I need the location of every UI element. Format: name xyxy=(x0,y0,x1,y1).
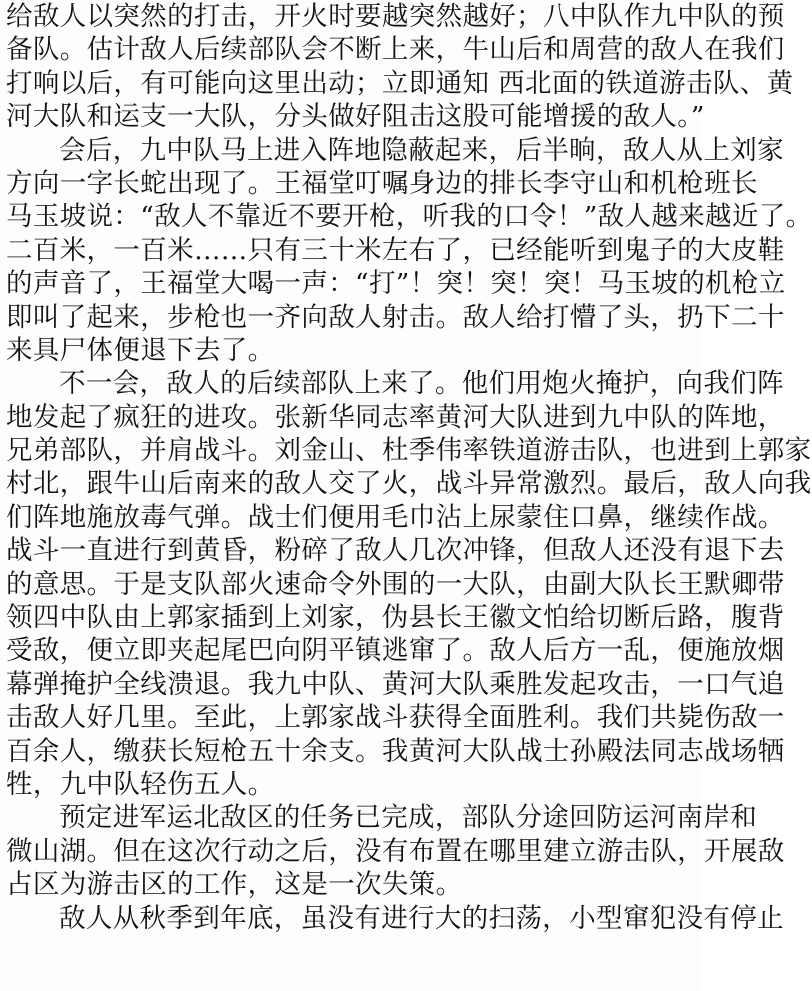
text-line: 来具尸体便退下去了。 xyxy=(6,334,275,366)
text-line: 兄弟部队，并肩战斗。刘金山、杜季伟率铁道游击队，也进到上郭家 xyxy=(6,435,812,467)
text-line: 马玉坡说：“敌人不靠近不要开枪，听我的口令！”敌人越来越近了。 xyxy=(6,201,812,233)
paragraph-start-line: 预定进军运北敌区的任务已完成，部队分途回防运河南岸和 xyxy=(59,802,758,834)
text-line: 百余人，缴获长短枪五十余支。我黄河大队战士孙殿法同志战场牺 xyxy=(6,735,785,767)
paragraph-start-line: 敌人从秋季到年底，虽没有进行大的扫荡，小型窜犯没有停止 xyxy=(59,902,784,934)
body-text xyxy=(6,0,812,935)
text-line: 占区为游击区的工作，这是一次失策。 xyxy=(6,869,463,901)
text-line: 备队。估计敌人后续部队会不断上来，牛山后和周营的敌人在我们 xyxy=(6,34,785,66)
text-line: 给敌人以突然的打击，开火时要越突然越好；八中队作九中队的预 xyxy=(6,1,785,32)
text-line: 幕弹掩护全线溃退。我九中队、黄河大队乘胜发起攻击，一口气追 xyxy=(6,668,785,700)
text-line: 的声音了，王福堂大喝一声：“打”！突！突！突！马玉坡的机枪立 xyxy=(6,268,786,300)
text-line: 地发起了疯狂的进攻。张新华同志率黄河大队进到九中队的阵地， xyxy=(6,401,785,433)
text-line: 们阵地施放毒气弹。战士们便用毛巾沾上尿蒙住口鼻，继续作战。 xyxy=(6,501,785,533)
text-line: 二百米，一百米……只有三十米左右了，已经能听到鬼子的大皮鞋 xyxy=(6,234,785,266)
text-line: 村北，跟牛山后南来的敌人交了火，战斗异常激烈。最后，敌人向我 xyxy=(6,468,812,500)
paragraph-start-line: 不一会，敌人的后续部队上来了。他们用炮火掩护，向我们阵 xyxy=(59,368,784,400)
text-line: 方向一字长蛇出现了。王福堂叮嘱身边的排长李守山和机枪班长 xyxy=(6,167,758,199)
text-line: 河大队和运支一大队，分头做好阻击这股可能增援的敌人。” xyxy=(6,101,705,133)
text-line: 受敌，便立即夹起尾巴向阴平镇逃窜了。敌人后方一乱，便施放烟 xyxy=(6,635,785,667)
text-line: 打响以后，有可能向这里出动；立即通知 西北面的铁道游击队、黄 xyxy=(6,67,794,99)
text-line: 领四中队由上郭家插到上刘家，伪县长王徽文怕给切断后路，腹背 xyxy=(6,602,785,634)
paragraph-start-line: 会后，九中队马上进入阵地隐蔽起来，后半晌，敌人从上刘家 xyxy=(59,134,784,166)
text-line: 的意思。于是支队部火速命令外围的一大队，由副大队长王默卿带 xyxy=(6,568,785,600)
text-line: 即叫了起来，步枪也一齐向敌人射击。敌人给打懵了头，扔下二十 xyxy=(6,301,785,333)
text-line: 战斗一直进行到黄昏，粉碎了敌人几次冲锋，但敌人还没有退下去 xyxy=(6,535,785,567)
text-line: 牲，九中队轻伤五人。 xyxy=(6,768,275,800)
text-line: 微山湖。但在这次行动之后，没有布置在哪里建立游击队，开展敌 xyxy=(6,835,785,867)
text-line: 击敌人好几里。至此，上郭家战斗获得全面胜利。我们共毙伤敌一 xyxy=(6,702,785,734)
